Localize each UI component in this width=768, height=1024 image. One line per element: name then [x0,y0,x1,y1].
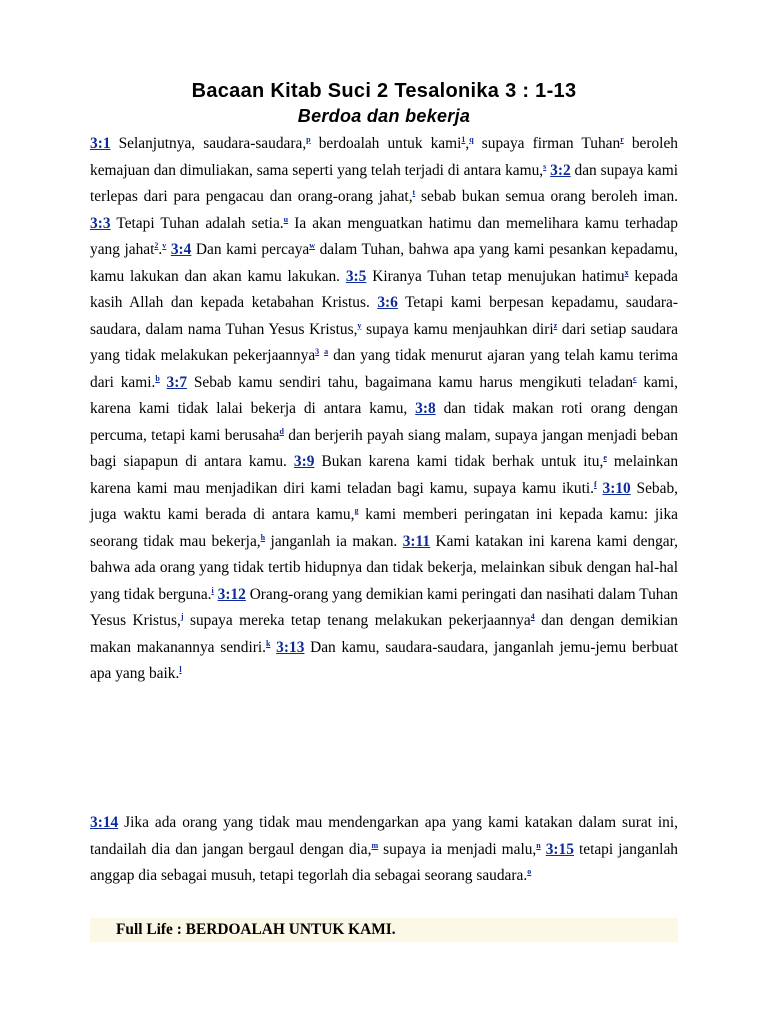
verse-link[interactable]: 3:12 [217,585,246,603]
footnote-marker[interactable]: 1 [461,135,466,144]
footnote-marker[interactable]: p [306,135,311,144]
verse-text: Kiranya Tuhan tetap menujukan hatimu [366,267,625,285]
verse-link[interactable]: 3:1 [90,135,111,152]
footnote-marker[interactable]: z [553,320,558,330]
verse-text: tetapi janganlah anggap dia sebagai musuh, tetapi tegorlah dia sebagai seorang saudara. [90,840,678,884]
verse-text: supaya mereka tetap tenang melakukan pekerjaannya [183,612,531,629]
footnote-marker[interactable]: a [324,347,329,356]
verse-link[interactable]: 3:8 [415,400,436,417]
footnote-marker[interactable]: s [543,161,547,171]
verse-text: Kami katakan ini karena kami dengar, bahwa ada orang yang tidak tertib hidupnya dan tidak bekerja, melainkan sibuk dengan hal-hal yang tidak berguna. [90,532,678,603]
scripture-paragraph-1 [90,131,678,688]
verse-link[interactable]: 3:6 [377,294,398,311]
verse-text: dalam Tuhan, bahwa apa yang kami pesankan kepadamu, kamu lakukan dan akan kamu lakukan. [90,241,678,285]
footnote-marker[interactable]: l [179,665,182,674]
reading-subtitle: Berdoa dan bekerja [297,106,471,126]
reading-title: Bacaan Kitab Suci 2 Tesalonika 3 : 1-13 [191,80,577,102]
verse-text: . [158,241,163,258]
verse-text: berdoalah untuk kami [310,135,462,152]
footnote-marker[interactable]: w [309,241,316,250]
verse-text: Sebab, juga waktu kami berada di antara kamu, [90,479,678,523]
footnote-marker[interactable]: q [469,135,474,144]
footnote-marker[interactable]: y [357,320,362,330]
verse-text: Orang-orang yang demikian kami peringati dan nasihati dalam Tuhan Yesus Kristus, [90,585,678,629]
verse-text: Dan kamu, saudara-saudara, janganlah jemu-jemu berbuat apa yang baik. [90,638,679,682]
verse-text: supaya firman Tuhan [473,135,621,152]
verse-link[interactable]: 3:4 [170,241,192,258]
scripture-paragraph-2 [90,810,678,890]
footnote-marker[interactable]: h [260,532,266,542]
verse-text: Jika ada orang yang tidak mau mendengarkan apa yang kami katakan dalam surat ini, tandailah dia dan jangan bergaul dengan dia, [90,814,678,858]
verse-text [160,374,167,391]
verse-text: dan supaya kami terlepas dari para pengacau dan orang-orang jahat, [90,161,678,205]
footnote-marker[interactable]: u [283,214,289,224]
verse-text: dan berjerih payah siang malam, supaya jangan menjadi beban bagi siapapun di antara kamu. [90,426,678,470]
footnote-marker[interactable]: e [603,453,607,462]
verse-text: , [465,135,470,152]
verse-text: sebab bukan semua orang beroleh iman. [415,188,678,205]
verse-text: dan yang tidak menurut ajaran yang telah kamu terima dari kami. [90,347,678,391]
verse-link[interactable]: 3:2 [550,161,571,179]
verse-link[interactable]: 3:10 [602,479,631,497]
verse-text: melainkan karena kami mau menjadikan diri kami teladan bagi kamu, supaya kamu ikuti. [90,453,679,497]
footnote-marker[interactable]: b [155,373,160,383]
footnote-marker[interactable]: 2 [154,241,159,250]
verse-link[interactable]: 3:7 [166,373,188,391]
footnote-marker[interactable]: n [536,840,541,850]
verse-link[interactable]: 3:9 [293,453,315,470]
verse-text: Dan kami percaya [191,241,310,258]
footnote-marker[interactable]: g [354,506,359,515]
verse-text: Bukan karena kami tidak berhak untuk itu, [314,453,604,470]
footnote-marker[interactable]: t [412,188,416,197]
verse-text: Selanjutnya, saudara-saudara, [110,135,307,152]
footnote-marker[interactable]: j [180,612,184,621]
verse-text: beroleh kemajuan dan dimuliakan, sama seperti yang telah terjadi di antara kamu, [90,135,678,179]
verse-text: supaya kamu menjauhkan diri [361,320,554,338]
verse-text: kami, karena kami tidak lalai bekerja di antara kamu, [90,373,678,417]
verse-link[interactable]: 3:13 [276,638,305,656]
footnote-marker[interactable]: 4 [530,612,535,621]
footnote-marker[interactable]: x [624,267,629,277]
verse-text: Ia akan menguatkan hatimu dan memelihara kamu terhadap yang jahat [90,214,679,258]
footnote-marker[interactable]: 3 [315,347,320,356]
full-life-heading: Full Life : BERDOALAH UNTUK KAMI. [116,921,396,938]
footnote-marker[interactable]: k [265,638,271,648]
verse-text: supaya ia menjadi malu, [378,840,537,858]
verse-link[interactable]: 3:14 [90,814,119,831]
verse-link[interactable]: 3:11 [402,532,431,550]
verse-link[interactable]: 3:5 [345,267,367,285]
verse-text: kepada kasih Allah dan kepada ketabahan Kristus. [90,267,678,311]
footnote-marker[interactable]: m [371,840,379,850]
verse-text: Tetapi kami berpesan kepadamu, saudara-saudara, dalam nama Tuhan Yesus Kristus, [90,294,678,338]
verse-text: janganlah ia makan. [265,532,403,550]
footnote-marker[interactable]: o [527,867,532,876]
footnote-marker[interactable]: v [162,241,167,250]
verse-text: dan dengan demikian makan makanannya sendiri. [90,612,678,656]
verse-text: dari setiap saudara yang tidak melakukan pekerjaannya [90,320,678,364]
footnote-marker[interactable]: i [211,585,214,595]
verse-link[interactable]: 3:3 [90,214,111,232]
verse-text: dan tidak makan roti orang dengan percuma, tetapi kami berusaha [90,400,679,444]
footnote-marker[interactable]: d [279,426,284,436]
footnote-marker[interactable]: r [620,135,624,144]
verse-text: Sebab kamu sendiri tahu, bagaimana kamu harus mengikuti teladan [187,373,634,391]
verse-text: kami memberi peringatan ini kepada kamu: jika seorang tidak mau bekerja, [90,506,678,550]
verse-text: Tetapi Tuhan adalah setia. [110,214,284,232]
footnote-marker[interactable]: c [633,373,637,383]
footnote-marker[interactable]: f [594,479,597,489]
verse-link[interactable]: 3:15 [545,840,574,858]
